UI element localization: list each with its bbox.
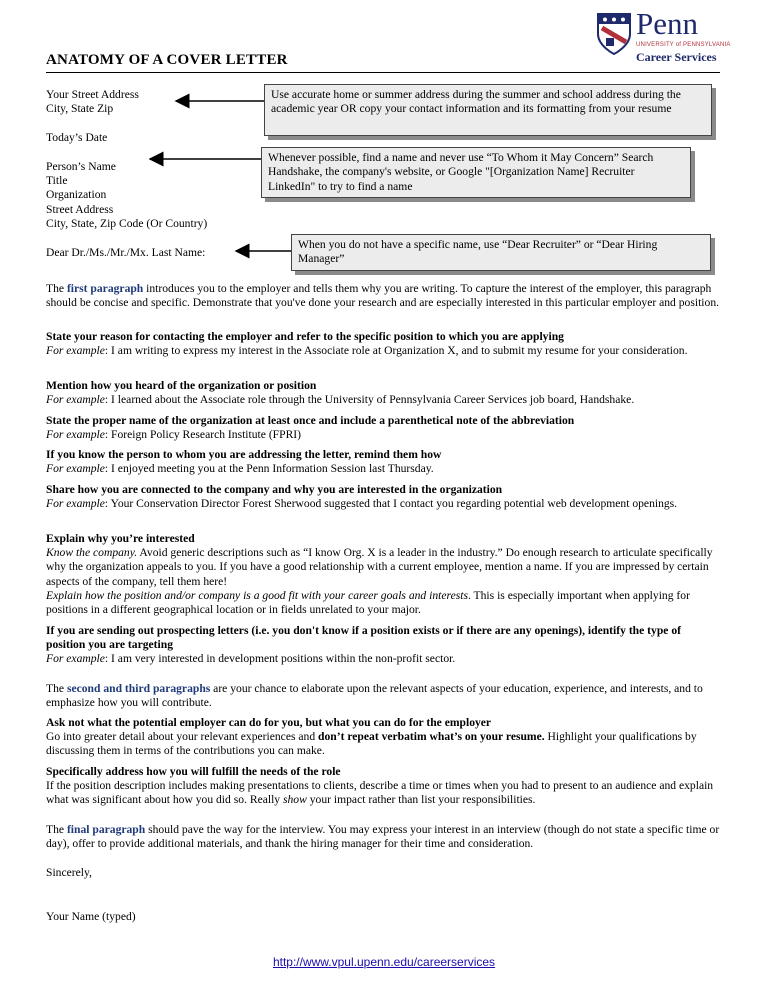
- page-title: ANATOMY OF A COVER LETTER: [46, 52, 288, 68]
- section-explain: [46, 532, 722, 617]
- explain-fit: [46, 589, 722, 617]
- ask-post: Highlight your qualifications by discussing them in terms of the contributions you can make.: [46, 730, 697, 758]
- section-heading: Ask not what the potential employer can do for you, but what you can do for the employer: [46, 716, 492, 729]
- recipient-line: Organization: [46, 188, 107, 202]
- section-reason: [46, 330, 722, 358]
- ask-bold: don’t repeat verbatim what’s on your resume.: [318, 730, 545, 744]
- example-lead: For example: [46, 462, 105, 476]
- example-text: : Your Conservation Director Forest Sherwood suggested that I contact you regarding potential web development openings.: [104, 497, 678, 511]
- explain-lead: Know the company.: [46, 546, 138, 560]
- logo-university-name: UNIVERSITY of PENNSYLVANIA: [636, 42, 731, 48]
- example-text: : I am very interested in development positions within the non-profit sector.: [104, 652, 456, 666]
- example-lead: For example: [46, 497, 105, 511]
- second-pre: The: [46, 682, 67, 695]
- section-heading: If you know the person to whom you are addressing the letter, remind them how: [46, 448, 442, 461]
- section-prospecting: [46, 624, 722, 667]
- section-fulfill: [46, 765, 722, 808]
- section-remind: [46, 448, 722, 476]
- second-post: are your chance to elaborate upon the relevant aspects of your education, experience, and interests, and to emphasize how you will contribute.: [46, 682, 703, 710]
- section-example: [46, 497, 722, 511]
- explain-text: . This is especially important when applying for positions in a different geographical location or in fields unrelated to your major.: [46, 588, 690, 617]
- example-lead: For example: [46, 344, 105, 358]
- callout-salutation: When you do not have a specific name, use “Dear Recruiter” or “Dear Hiring Manager”: [291, 234, 711, 271]
- second-highlight: second and third paragraphs: [66, 682, 211, 695]
- section-example: [46, 652, 722, 666]
- recipient-line: Street Address: [46, 202, 114, 216]
- address-line: City, State Zip: [46, 102, 114, 116]
- fulfill-post: your impact rather than list your responsibilities.: [306, 793, 536, 807]
- callout-name: Whenever possible, find a name and never use “To Whom it May Concern” Search Handshake, the company's website, or Google "[Organization Name] Recruiter LinkedIn" to try to find a name: [261, 147, 691, 198]
- address-line: Your Street Address: [46, 88, 139, 101]
- section-example: [46, 428, 722, 442]
- intro-highlight: first paragraph: [66, 282, 144, 295]
- fulfill-italic: show: [283, 793, 307, 807]
- section-heading: State the proper name of the organization at least once and include a parenthetical note of the abbreviation: [46, 414, 575, 427]
- explain-know: [46, 546, 722, 589]
- section-connected: [46, 483, 722, 511]
- recipient-line: Person’s Name: [46, 160, 116, 173]
- intro-pre: The: [46, 282, 67, 295]
- section-example: [46, 393, 722, 407]
- section-heading: Share how you are connected to the company and why you are interested in the organization: [46, 483, 503, 496]
- closing: Sincerely,: [46, 866, 92, 879]
- intro-post: introduces you to the employer and tells them why you are writing. To capture the interest of the employer, this paragraph should be concise and specific. Demonstrate that you've done your research and are especially interested in this particular employer and position.: [46, 282, 720, 310]
- final-paragraph: [46, 823, 722, 851]
- logo-penn-wordmark: Penn: [636, 6, 698, 41]
- example-lead: For example: [46, 428, 105, 442]
- explain-lead: Explain how the position and/or company is a good fit with your career goals and interests: [46, 588, 468, 602]
- example-text: : I learned about the Associate role through the University of Pennsylvania Career Services job board, Handshake.: [104, 393, 635, 407]
- section-name-org: [46, 414, 722, 442]
- section-example: [46, 462, 722, 476]
- example-text: : I enjoyed meeting you at the Penn Information Session last Thursday.: [104, 462, 434, 476]
- section-heading: Mention how you heard of the organization or position: [46, 379, 317, 392]
- final-highlight: final paragraph: [66, 823, 146, 836]
- section-heading: State your reason for contacting the employer and refer to the specific position to which you are applying: [46, 330, 564, 343]
- logo-career-services: Career Services: [636, 50, 717, 64]
- ask-pre: Go into greater detail about your relevant experiences and: [46, 730, 319, 744]
- second-paragraph: [46, 682, 722, 710]
- salutation: Dear Dr./Ms./Mr./Mx. Last Name:: [46, 246, 206, 259]
- final-post: should pave the way for the interview. You may express your interest in an interview (though do not state a specific time or day), offer to provide additional materials, and thank the hiring manager for their time and consideration.: [46, 823, 720, 851]
- callout-arrows: [0, 0, 768, 300]
- example-lead: For example: [46, 652, 105, 666]
- example-text: : I am writing to express my interest in the Associate role at Organization X, and to submit my resume for your consideration.: [104, 344, 688, 358]
- example-text: : Foreign Policy Research Institute (FPRI): [104, 428, 302, 442]
- recipient-line: Title: [46, 174, 68, 188]
- ask-body: [46, 730, 722, 758]
- fulfill-pre: If the position description includes making presentations to clients, describe a time or times when you had to present to an audience and explain what was significant about how you did so. Really: [46, 779, 714, 807]
- callout-address: Use accurate home or summer address during the summer and school address during the academic year OR copy your contact information and its formatting from your resume: [264, 84, 712, 136]
- example-lead: For example: [46, 393, 105, 407]
- footer-link[interactable]: http://www.vpul.upenn.edu/careerservices: [272, 955, 496, 969]
- section-heading: Specifically address how you will fulfill the needs of the role: [46, 765, 341, 778]
- intro-paragraph: [46, 282, 722, 310]
- section-example: [46, 344, 722, 358]
- recipient-line: City, State, Zip Code (Or Country): [46, 216, 208, 230]
- section-heading: Explain why you’re interested: [46, 532, 195, 545]
- signature: Your Name (typed): [46, 910, 136, 923]
- fulfill-body: [46, 779, 722, 807]
- section-heard: [46, 379, 722, 407]
- date-line: Today’s Date: [46, 131, 108, 144]
- section-ask: [46, 716, 722, 759]
- explain-text: Avoid generic descriptions such as “I know Org. X is a leader in the industry.” Do enough research to articulate specifically why the organization appeals to you. If you have a good relationship with a current employee, mention a name. If you are impressed by certain aspects of the company, tell them here!: [46, 546, 713, 588]
- final-pre: The: [46, 823, 67, 836]
- section-heading: If you are sending out prospecting letters (i.e. you don't know if a position exists or if there are any openings), identify the type of position you are targeting: [46, 624, 681, 652]
